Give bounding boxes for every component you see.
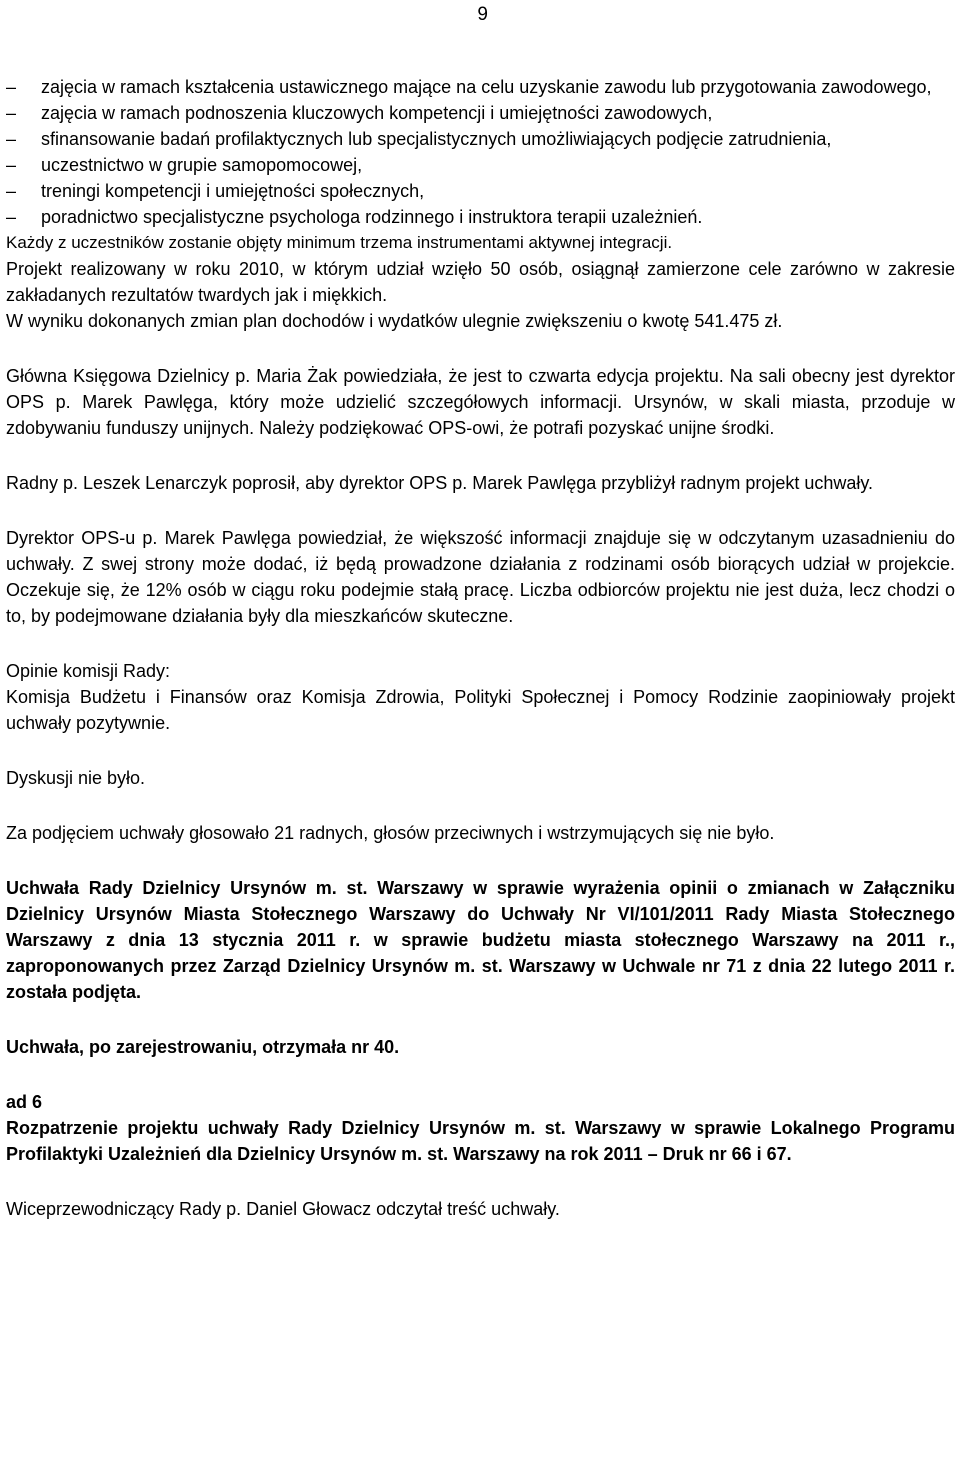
list-item: [6, 126, 955, 152]
opinie-heading: Opinie komisji Rady:: [6, 661, 171, 681]
list-item-text: zajęcia w ramach podnoszenia kluczowych kompetencji i umiejętności zawodowych,: [41, 103, 713, 123]
paragraph-glowna-ksiegowa: Główna Księgowa Dzielnicy p. Maria Żak powiedziała, że jest to czwarta edycja projektu. Na sali obecny jest dyrektor OPS p. Marek Pawlęga, który może udzielić szczegółowych informacji. Ursynów, w skali miasta, przoduje w zdobywaniu funduszy unijnych. Należy podziękować OPS-owi, że potrafi pozyskać unijne środki.: [6, 366, 955, 438]
section-label: ad 6: [6, 1092, 43, 1112]
uchwala-resolution: Uchwała Rady Dzielnicy Ursynów m. st. Warszawy w sprawie wyrażenia opinii o zmianach w Załączniku Dzielnicy Ursynów Miasta Stołecznego Warszawy do Uchwały Nr VI/101/2011 Rady Miasta Stołecznego Warszawy z dnia 13 stycznia 2011 r. w sprawie budżetu miasta stołecznego Warszawy na 2011 r., zaproponowanych przez Zarząd Dzielnicy Ursynów m. st. Warszawy w Uchwale nr 71 z dnia 22 lutego 2011 r. została podjęta.: [6, 878, 955, 1002]
list-item-text: poradnictwo specjalistyczne psychologa rodzinnego i instruktora terapii uzależnień.: [41, 207, 703, 227]
bullet-dash: –: [6, 103, 17, 123]
list-item: [6, 204, 955, 230]
list-item-text: uczestnictwo w grupie samopomocowej,: [41, 155, 363, 175]
opinie-text: Komisja Budżetu i Finansów oraz Komisja Zdrowia, Polityki Społecznej i Pomocy Rodzinie zaopiniowały projekt uchwały pozytywnie.: [6, 687, 955, 733]
wiceprzewodniczacy-text: Wiceprzewodniczący Rady p. Daniel Głowacz odczytał treść uchwały.: [6, 1199, 560, 1219]
paragraph-dyrektor: Dyrektor OPS-u p. Marek Pawlęga powiedział, że większość informacji znajduje się w odczytanym uzasadnieniu do uchwały. Z swej strony może dodać, iż będą prowadzone działania z rodzinami osób biorących udział w projekcie. Oczekuje się, że 12% osób w ciągu roku podejmie stałą pracę. Liczba odbiorców projektu nie jest duża, lecz chodzi o to, by podejmowane działania były dla mieszkańców skuteczne.: [6, 528, 955, 626]
list-item-text: treningi kompetencji i umiejętności społecznych,: [41, 181, 425, 201]
bullet-dash: –: [6, 207, 17, 227]
list-item: [6, 100, 955, 126]
glosowanie-text: Za podjęciem uchwały głosowało 21 radnych, głosów przeciwnych i wstrzymujących się nie było.: [6, 823, 775, 843]
paragraph-participants: Każdy z uczestników zostanie objęty minimum trzema instrumentami aktywnej integracji.: [6, 233, 673, 252]
bullet-dash: –: [6, 77, 17, 97]
list-item: [6, 74, 955, 100]
list-item-text: sfinansowanie badań profilaktycznych lub specjalistycznych umożliwiających podjęcie zatrudnienia,: [41, 129, 832, 149]
bullet-dash: –: [6, 129, 17, 149]
paragraph-radny: Radny p. Leszek Lenarczyk poprosił, aby dyrektor OPS p. Marek Pawlęga przybliżył radnym projekt uchwały.: [6, 473, 874, 493]
document-body: [6, 74, 955, 1222]
list-item: [6, 178, 955, 204]
paragraph-plan: W wyniku dokonanych zmian plan dochodów i wydatków ulegnie zwiększeniu o kwotę 541.475 zł.: [6, 311, 783, 331]
paragraph-project-2010: Projekt realizowany w roku 2010, w którym udział wzięło 50 osób, osiągnął zamierzone cele zarówno w zakresie zakładanych rezultatów twardych jak i miękkich.: [6, 259, 955, 305]
list-item-text: zajęcia w ramach kształcenia ustawicznego mające na celu uzyskanie zawodu lub przygotowania zawodowego,: [41, 77, 932, 97]
list-item: [6, 152, 955, 178]
page-number: 9: [477, 4, 488, 25]
section-title: Rozpatrzenie projektu uchwały Rady Dzielnicy Ursynów m. st. Warszawy w sprawie Lokalnego Programu Profilaktyki Uzależnień dla Dzielnicy Ursynów m. st. Warszawy na rok 2011 – Druk nr 66 i 67.: [6, 1118, 955, 1164]
bullet-dash: –: [6, 155, 17, 175]
rejestracja-text: Uchwała, po zarejestrowaniu, otrzymała nr 40.: [6, 1037, 400, 1057]
bullet-dash: –: [6, 181, 17, 201]
dyskusja-text: Dyskusji nie było.: [6, 768, 146, 788]
bullet-list: [6, 74, 955, 230]
